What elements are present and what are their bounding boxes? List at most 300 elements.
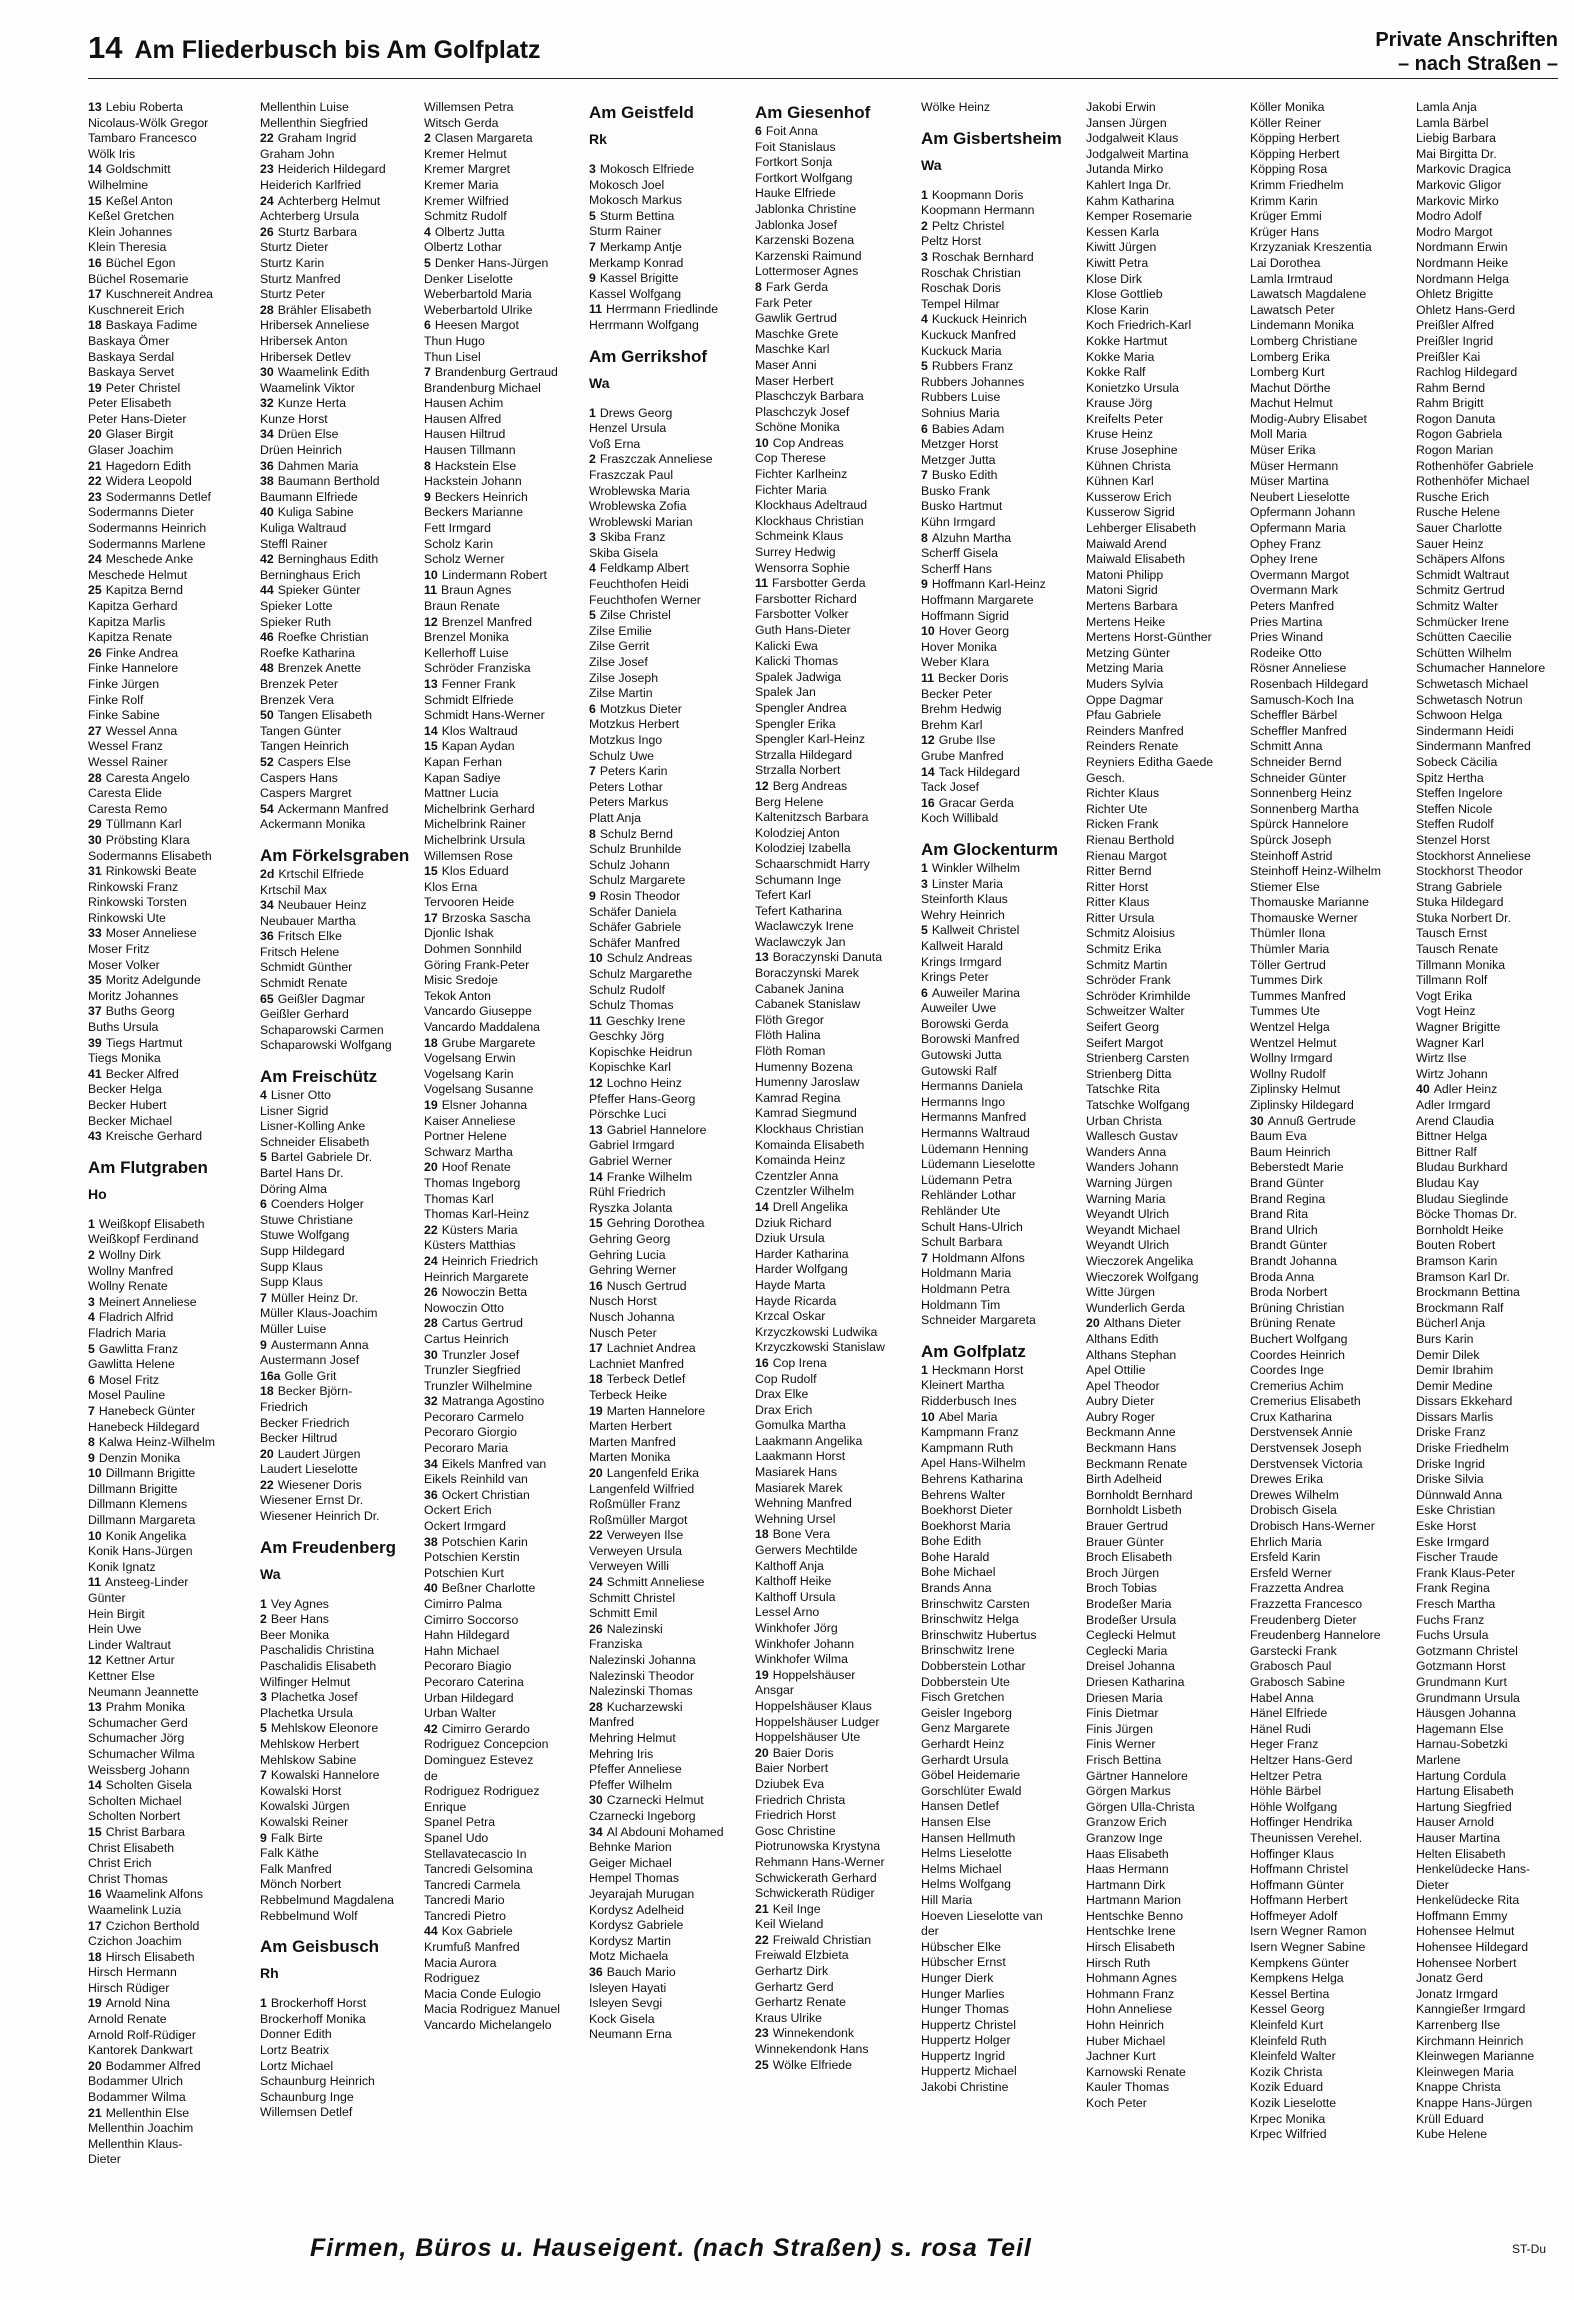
directory-entry [88,739,248,755]
directory-entry [1086,1831,1246,1847]
directory-entry [88,661,248,677]
directory-entry [260,1784,420,1800]
resident-name: Coordes Heinrich [1250,1347,1346,1362]
resident-name: Ritter Horst [1086,879,1149,894]
resident-name: Schulz Johann [589,857,670,872]
resident-name: Fichter Karlheinz [755,467,848,482]
resident-name: Tausch Ernst [1416,926,1488,941]
directory-entry [88,162,248,178]
directory-entry [1416,1519,1574,1535]
house-number: 33 [88,926,102,941]
resident-name: Wessel Rainer [88,754,168,769]
house-number: 7 [921,468,928,483]
directory-entry [589,1575,749,1591]
directory-entry [1250,989,1410,1005]
directory-entry [1416,162,1574,178]
directory-entry [1416,583,1574,599]
directory-entry [589,1404,749,1420]
resident-name: Wollny Irmgard [1250,1051,1333,1066]
directory-entry [1250,350,1410,366]
house-number: 30 [589,1793,603,1808]
resident-name: Rehländer Lothar [921,1188,1017,1203]
directory-entry [1416,552,1574,568]
directory-entry [1416,1176,1574,1192]
resident-name: Supp Hildegard [260,1243,345,1258]
resident-name: Gerhardt Heinz [921,1737,1005,1751]
directory-entry [589,1887,749,1903]
directory-entry [755,966,915,982]
directory-entry [1086,1956,1246,1972]
directory-column-7 [1086,100,1246,2210]
directory-entry [921,406,1081,422]
resident-name: Bramson Karl Dr. [1416,1269,1510,1284]
directory-entry [589,421,749,437]
directory-entry [88,2074,248,2090]
directory-entry [589,1482,749,1498]
directory-entry [1086,1722,1246,1738]
resident-name: Gawlitta Franz [98,1341,179,1356]
directory-entry [424,1628,584,1644]
directory-entry [1250,1457,1410,1473]
resident-name: Scholten Norbert [88,1809,181,1824]
directory-entry [88,1466,248,1482]
directory-entry [424,958,584,974]
resident-name: Djonlic Ishak [424,926,494,941]
directory-entry [424,1082,584,1098]
resident-name: Supp Klaus [260,1275,323,1290]
directory-entry [921,811,1081,827]
resident-name: Caspers Hans [260,770,338,785]
resident-name: Kühnen Christa [1086,458,1171,473]
directory-entry [1416,739,1574,755]
house-number: 40 [1416,1082,1430,1097]
directory-entry [755,997,915,1013]
directory-entry [88,521,248,537]
directory-entry [1416,880,1574,896]
directory-entry [260,755,420,771]
directory-entry [1086,1301,1246,1317]
resident-name: Spanel Udo [424,1830,489,1845]
resident-name: Kalicki Thomas [755,654,839,669]
resident-name: Ansgar [755,1683,794,1698]
directory-entry [1086,973,1246,989]
house-number: 11 [589,1013,602,1028]
directory-entry [1250,1472,1410,1488]
resident-name: Humenny Bozena [755,1059,853,1074]
directory-entry [1416,521,1574,537]
resident-name: Kettner Artur [105,1653,175,1668]
directory-entry [921,2018,1081,2034]
resident-name: Schmidt Waltraut [1416,567,1510,582]
resident-name: Boraczynski Marek [755,966,859,981]
resident-name: Henkelüdecke Hans- [1416,1862,1531,1877]
resident-name: Mehlskow Eleonore [270,1721,379,1736]
resident-name: Köpping Rosa [1250,162,1328,177]
directory-entry [424,771,584,787]
directory-entry [88,1934,248,1950]
resident-name: Fresch Martha [1416,1597,1496,1611]
directory-entry [755,155,915,171]
resident-name: Wentzel Helmut [1250,1035,1337,1050]
resident-name: Braun Agnes [441,583,512,598]
resident-name: Keßel Anton [105,193,173,208]
directory-entry [755,1106,915,1122]
resident-name: Wilfinger Helmut [260,1674,351,1689]
directory-entry [921,390,1081,406]
street-heading: Am Gerrikshof [589,346,708,366]
directory-entry [921,861,1081,877]
resident-name: Holdmann Maria [921,1266,1012,1281]
directory-entry [1416,724,1574,740]
directory-entry [921,1565,1081,1581]
directory-entry [1416,1254,1574,1270]
resident-name: Bodammer Alfred [105,2058,201,2073]
house-number: 8 [424,458,431,473]
resident-name: Roßmüller Franz [589,1497,681,1512]
directory-entry [1250,1800,1410,1816]
resident-name: Zilse Emilie [589,623,652,638]
resident-name: Schneider Bernd [1250,754,1342,769]
directory-entry [1250,1285,1410,1301]
resident-name: Schmitt Anna [1250,739,1323,754]
resident-name: Becker Björn- [277,1384,353,1399]
directory-entry [1250,1628,1410,1644]
directory-entry [589,1123,749,1139]
directory-entry [1250,1893,1410,1909]
resident-name: Lisner Otto [270,1088,331,1103]
house-number: 19 [88,380,102,395]
resident-name: Becker Alfred [105,1066,179,1081]
resident-name: Granzow Erich [1086,1815,1167,1830]
directory-entry [88,599,248,615]
directory-entry [589,1622,749,1638]
directory-entry [1250,521,1410,537]
house-number: 18 [88,1949,102,1964]
directory-entry [88,350,248,366]
directory-entry [921,546,1081,562]
directory-entry [424,849,584,865]
resident-name: Nalezinski Theodor [589,1668,695,1683]
directory-entry [755,607,915,623]
directory-entry [88,786,248,802]
resident-name: Jablonka Josef [755,217,838,232]
resident-name: Hoffmann Karl-Heinz [931,577,1046,592]
directory-entry [589,546,749,562]
resident-name: Müller Klaus-Joachim [260,1306,378,1321]
directory-entry [755,1418,915,1434]
resident-name: Reyniers Editha Gaede [1086,754,1214,769]
directory-entry [1416,1020,1574,1036]
resident-name: Kuckuck Heinrich [931,312,1027,327]
resident-name: Krumfuß Manfred [424,1940,520,1955]
directory-entry [424,209,584,225]
resident-name: Kokke Ralf [1086,365,1146,380]
directory-column-9 [1416,100,1574,2210]
directory-entry [1250,926,1410,942]
directory-entry [921,671,1081,687]
resident-name: Baskaya Fadime [105,318,198,333]
directory-entry [755,1746,915,1762]
directory-entry [921,877,1081,893]
directory-entry [589,1450,749,1466]
resident-name: Neumann Erna [589,2027,672,2042]
resident-name: Helms Michael [921,1861,1002,1876]
resident-name: Tüllmann Karl [105,817,182,832]
resident-name: Finis Dietmar [1086,1706,1159,1721]
resident-name: Brüning Christian [1250,1300,1345,1315]
directory-entry [755,1948,915,1964]
directory-entry [1250,2002,1410,2018]
resident-name: Machut Helmut [1250,396,1333,411]
resident-name: Lawatsch Peter [1250,302,1335,317]
directory-entry [260,1244,420,1260]
house-number: 19 [88,1996,102,2011]
directory-entry [1416,1379,1574,1395]
directory-entry [88,116,248,132]
resident-name: Finke Sabine [88,708,160,723]
resident-name: Kessel Georg [1250,2002,1325,2017]
directory-entry [589,1871,749,1887]
directory-entry [1416,1098,1574,1114]
resident-name: Gutowski Jutta [921,1048,1002,1063]
directory-entry [424,2018,584,2034]
directory-entry [755,1808,915,1824]
resident-name: Hirsch Hermann [88,1965,177,1980]
resident-name: Cartus Heinrich [424,1331,509,1346]
directory-entry [1416,911,1574,927]
resident-name: Buths Ursula [88,1020,159,1035]
resident-name: Schulz Andreas [606,951,693,966]
resident-name: Cop Therese [755,451,826,466]
resident-name: Krzyczkowski Ludwika [755,1324,878,1339]
resident-name: Caresta Remo [88,801,168,816]
directory-entry [589,561,749,577]
house-number: 3 [88,1294,95,1309]
directory-entry [88,1544,248,1560]
resident-name: Kühnen Karl [1086,474,1154,489]
directory-entry [260,1846,420,1862]
house-number: 22 [424,1222,438,1237]
resident-name: Gorschlüter Ewald [921,1783,1022,1798]
house-number: 54 [260,801,274,816]
resident-name: Glaser Joachim [88,443,174,458]
resident-name: Heinrich Friedrich [441,1253,539,1268]
directory-entry [921,1032,1081,1048]
resident-name: Bauch Mario [606,1964,676,1979]
resident-name: Baum Heinrich [1250,1144,1331,1159]
resident-name: Baskaya Servet [88,365,175,380]
directory-entry [589,936,749,952]
resident-name: Gabriel Irmgard [589,1138,675,1153]
directory-entry [755,1013,915,1029]
directory-entry [921,453,1081,469]
resident-name: Arnold Renate [88,2012,167,2027]
resident-name: Geschky Jörg [589,1029,665,1044]
resident-name: Caspers Else [277,754,351,769]
directory-entry [260,693,420,709]
resident-name: Ziplinsky Helmut [1250,1082,1341,1097]
directory-entry [424,1878,584,1894]
directory-entry [589,1216,749,1232]
directory-entry [921,1188,1081,1204]
directory-entry [424,490,584,506]
directory-entry [755,1216,915,1232]
resident-name: Kleinwegen Maria [1416,2064,1514,2079]
resident-name: Kruse Heinz [1086,427,1153,442]
resident-name: Drews Georg [599,405,673,420]
resident-name: Platt Anja [589,810,641,825]
directory-entry [921,1001,1081,1017]
directory-entry [589,1326,749,1342]
resident-name: Schmitt Christel [589,1590,676,1605]
directory-entry [1250,708,1410,724]
house-number: 48 [260,661,274,676]
directory-entry [260,1721,420,1737]
resident-name: Rodriguez Rodriguez [424,1784,540,1799]
resident-name: Stuka Hildegard [1416,895,1504,910]
directory-entry [1416,1067,1574,1083]
resident-name: Haas Elisabeth [1086,1846,1169,1861]
resident-name: Meschede Anke [105,552,194,567]
resident-name: Bittner Helga [1416,1129,1488,1144]
directory-entry [1416,381,1574,397]
resident-name: Kowalski Reiner [260,1814,349,1829]
directory-entry [88,2028,248,2044]
resident-name: Töller Gertrud [1250,957,1326,972]
resident-name: Apel Ottilie [1086,1363,1146,1378]
directory-entry [755,405,915,421]
directory-entry [921,1706,1081,1722]
resident-name: Sobeck Cäcilia [1416,754,1498,769]
resident-name: Lehberger Elisabeth [1086,521,1197,536]
house-number: 29 [88,817,102,832]
resident-name: Hermanns Manfred [921,1110,1027,1125]
directory-entry [921,1017,1081,1033]
directory-entry [1416,131,1574,147]
house-number: 5 [589,208,596,223]
house-number: 28 [424,1316,438,1331]
directory-entry [1416,942,1574,958]
resident-name: Hayde Ricarda [755,1293,837,1308]
resident-name: Becker Michael [88,1113,173,1128]
house-number: 17 [88,287,102,302]
house-number: 22 [88,474,102,489]
resident-name: Schwoon Helga [1416,708,1503,723]
resident-name: Wiesener Heinrich Dr. [260,1509,380,1524]
directory-entry [424,318,584,334]
resident-name: Zilse Martin [589,686,653,701]
directory-entry [424,1410,584,1426]
resident-name: Pecoraro Carmelo [424,1409,524,1424]
directory-entry [260,1088,420,1104]
directory-entry [1086,1847,1246,1863]
directory-entry [1250,1503,1410,1519]
directory-entry [589,717,749,733]
resident-name: Langenfeld Wilfried [589,1481,695,1496]
directory-entry [921,1940,1081,1956]
resident-name: Mertens Barbara [1086,599,1178,613]
resident-name: Cremerius Elisabeth [1250,1394,1361,1409]
resident-name: Drüen Else [277,427,339,442]
directory-entry [424,1176,584,1192]
resident-name: Schäpers Alfons [1416,552,1505,567]
resident-name: Kapan Ferhan [424,754,502,769]
resident-name: Krüll Eduard [1416,2111,1484,2126]
resident-name: Lebiu Roberta [105,100,183,114]
directory-entry [1086,926,1246,942]
directory-entry [260,992,420,1008]
resident-name: Waclawczyk Irene [755,919,854,934]
directory-entry [1086,1940,1246,1956]
house-number: 1 [589,405,596,420]
resident-name: Lisner Sigrid [260,1103,329,1118]
resident-name: Roefke Christian [277,630,369,645]
directory-entry [424,365,584,381]
resident-name: Modro Adolf [1416,209,1482,224]
directory-entry [88,209,248,225]
directory-entry [1416,1893,1574,1909]
directory-entry [1086,958,1246,974]
house-number: 32 [260,396,274,411]
street-heading: Am Flutgraben [88,1157,208,1177]
directory-entry [921,1877,1081,1893]
directory-entry [260,1150,420,1166]
directory-entry [424,240,584,256]
resident-name: Schmitz Erika [1086,942,1162,957]
resident-name: Finis Jürgen [1086,1721,1153,1736]
house-number: 37 [88,1004,102,1019]
directory-entry [1086,568,1246,584]
house-number: 12 [921,733,935,748]
directory-entry [1250,1659,1410,1675]
resident-name: Driske Ingrid [1416,1456,1486,1471]
resident-name: Bodammer Ulrich [88,2074,183,2089]
resident-name: Schulz Bernd [599,826,673,841]
resident-name: Kahlert Inga Dr. [1086,177,1172,192]
resident-name: Vogt Erika [1416,988,1473,1003]
resident-name: Harder Wolfgang [755,1262,848,1277]
directory-entry [755,1543,915,1559]
resident-name: Hohensee Norbert [1416,1955,1517,1970]
resident-name: Heinrich Margarete [424,1269,529,1284]
directory-entry [921,1893,1081,1909]
directory-entry [88,1373,248,1389]
resident-name: Beckers Heinrich [434,489,528,504]
directory-entry [755,1793,915,1809]
resident-name: Grube Margarete [441,1035,536,1050]
directory-entry [1086,1129,1246,1145]
house-number: 10 [921,1409,935,1424]
directory-entry [88,1497,248,1513]
resident-name: Supp Klaus [260,1259,323,1274]
resident-name: Kunze Horst [260,411,328,426]
resident-name: Komainda Heinz [755,1153,846,1168]
resident-name: Urban Walter [424,1706,496,1721]
resident-name: Hein Birgit [88,1606,145,1621]
directory-entry [88,287,248,303]
resident-name: Wessel Anna [105,723,178,738]
directory-entry [755,1325,915,1341]
directory-entry [1416,1503,1574,1519]
resident-name: Plaschczyk Barbara [755,389,864,404]
resident-name: Rodriguez Concepcion [424,1737,549,1752]
resident-name: Plaschczyk Josef [755,404,850,419]
directory-entry [260,1737,420,1753]
resident-name: Klockhaus Christian [755,1122,864,1136]
directory-entry [1250,334,1410,350]
resident-name: Brähler Elisabeth [277,302,372,317]
directory-entry [1086,583,1246,599]
